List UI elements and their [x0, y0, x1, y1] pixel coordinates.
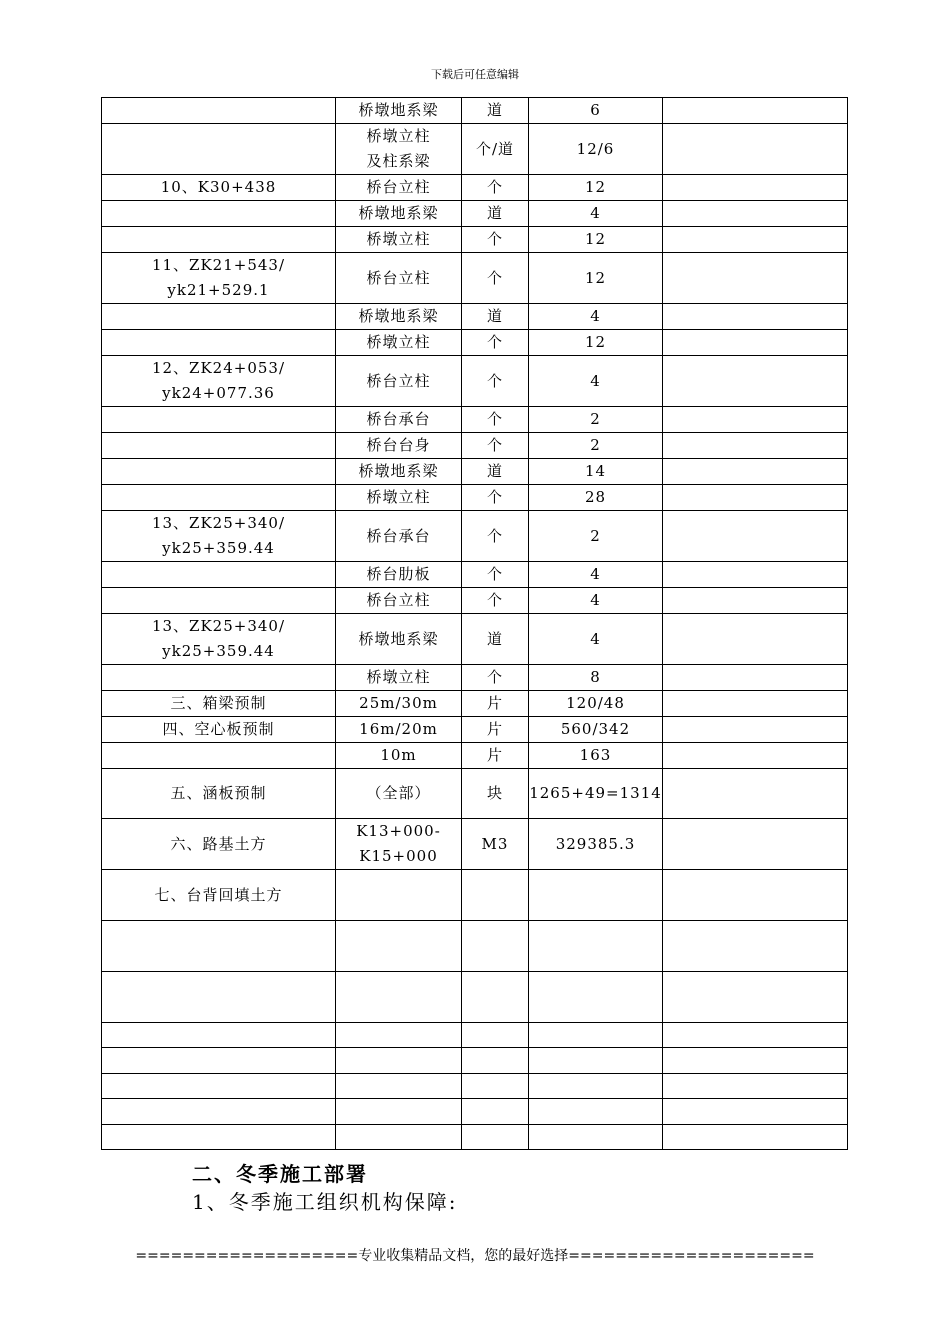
table-cell-c3	[462, 1099, 529, 1125]
table-cell-c5	[663, 201, 848, 227]
table-row	[102, 717, 848, 743]
table-cell-c4	[529, 665, 663, 691]
table-cell-c1	[102, 459, 336, 485]
table-cell-c2	[336, 562, 462, 588]
table-cell-c2	[336, 665, 462, 691]
table-cell-c5	[663, 562, 848, 588]
cell-text: 三、箱梁预制	[170, 694, 267, 712]
table-cell-c2	[336, 1023, 462, 1048]
table-cell-c5	[663, 175, 848, 201]
table-cell-c5	[663, 356, 848, 407]
cell-text: 桥墩立柱	[366, 333, 431, 351]
table-cell-c3	[462, 175, 529, 201]
table-cell-c5	[663, 691, 848, 717]
table-cell-c4	[529, 1048, 663, 1074]
table-cell-c5	[663, 124, 848, 175]
table-cell-c4	[529, 356, 663, 407]
cell-text: 个	[486, 178, 503, 196]
table-row	[102, 304, 848, 330]
table-cell-c3	[462, 304, 529, 330]
table-cell-c2	[336, 921, 462, 972]
cell-text: 七、台背回填土方	[154, 885, 283, 904]
cell-text: K13+000- K15+000	[356, 822, 441, 865]
cell-text: 个	[486, 668, 503, 686]
cell-text: 桥墩立柱	[366, 230, 431, 248]
table-cell-c3	[462, 253, 529, 304]
table-cell-c4	[529, 562, 663, 588]
table-cell-c5	[663, 819, 848, 870]
table-cell-c3	[462, 717, 529, 743]
table-cell-c5	[663, 1023, 848, 1048]
table-cell-c2	[336, 356, 462, 407]
table-cell-c1	[102, 562, 336, 588]
table-cell-c2	[336, 588, 462, 614]
cell-text: 16m/20m	[359, 720, 438, 738]
table-row	[102, 614, 848, 665]
table-row	[102, 972, 848, 1023]
table-cell-c4	[529, 921, 663, 972]
cell-text: 道	[486, 307, 503, 325]
table-cell-c2	[336, 433, 462, 459]
table-cell-c5	[663, 1099, 848, 1125]
cell-text: 4	[590, 204, 601, 222]
table-cell-c4	[529, 227, 663, 253]
table-cell-c2	[336, 1099, 462, 1125]
table-cell-c1	[102, 691, 336, 717]
table-cell-c4	[529, 870, 663, 921]
table-cell-c4	[529, 1023, 663, 1048]
table-cell-c1	[102, 304, 336, 330]
cell-text: 10、K30+438	[160, 178, 277, 196]
table-cell-c5	[663, 511, 848, 562]
table-cell-c1	[102, 1023, 336, 1048]
table-cell-c1	[102, 819, 336, 870]
table-cell-c5	[663, 459, 848, 485]
table-row	[102, 124, 848, 175]
table-row	[102, 98, 848, 124]
table-cell-c5	[663, 972, 848, 1023]
table-cell-c1	[102, 743, 336, 769]
cell-text: 桥台承台	[366, 526, 431, 545]
table-cell-c5	[663, 253, 848, 304]
table-cell-c2	[336, 304, 462, 330]
table-cell-c1	[102, 870, 336, 921]
cell-text: 11、ZK21+543/ yk21+529.1	[151, 256, 286, 299]
table-cell-c3	[462, 330, 529, 356]
table-cell-c2	[336, 972, 462, 1023]
table-cell-c2	[336, 769, 462, 819]
table-cell-c2	[336, 175, 462, 201]
table-cell-c5	[663, 485, 848, 511]
table-cell-c3	[462, 1048, 529, 1074]
table-cell-c1	[102, 253, 336, 304]
cell-text: 个/道	[475, 139, 515, 158]
table-row	[102, 433, 848, 459]
table-cell-c3	[462, 972, 529, 1023]
table-cell-c2	[336, 485, 462, 511]
table-cell-c4	[529, 614, 663, 665]
cell-text: 桥台立柱	[366, 178, 431, 196]
table-cell-c3	[462, 691, 529, 717]
table-cell-c3	[462, 124, 529, 175]
cell-text: 4	[590, 307, 601, 325]
table-row	[102, 330, 848, 356]
table-row	[102, 769, 848, 819]
table-cell-c3	[462, 819, 529, 870]
cell-text: 4	[590, 565, 601, 583]
table-cell-c2	[336, 124, 462, 175]
table-cell-c1	[102, 407, 336, 433]
table-row	[102, 227, 848, 253]
cell-text: 4	[590, 629, 601, 648]
table-cell-c1	[102, 1125, 336, 1150]
table-cell-c4	[529, 330, 663, 356]
cell-text: 2	[590, 436, 601, 454]
section-title: 二、冬季施工部署	[192, 1162, 368, 1186]
table-cell-c4	[529, 124, 663, 175]
table-cell-c2	[336, 717, 462, 743]
table-cell-c5	[663, 870, 848, 921]
table-cell-c4	[529, 433, 663, 459]
cell-text: 12	[584, 230, 607, 248]
cell-text: 个	[486, 410, 503, 428]
table-cell-c3	[462, 227, 529, 253]
cell-text: 片	[486, 720, 503, 738]
cell-text: 桥墩地系梁	[358, 629, 439, 648]
subsection-title: 1、冬季施工组织机构保障:	[192, 1190, 458, 1214]
table-cell-c4	[529, 691, 663, 717]
table-cell-c5	[663, 769, 848, 819]
table-body	[102, 98, 848, 1150]
cell-text: 8	[590, 668, 601, 686]
cell-text: 14	[584, 462, 607, 480]
table-row	[102, 459, 848, 485]
cell-text: 个	[486, 565, 503, 583]
cell-text: 4	[590, 371, 601, 390]
table-cell-c3	[462, 665, 529, 691]
table-cell-c4	[529, 459, 663, 485]
cell-text: 桥墩地系梁	[358, 204, 439, 222]
cell-text: 6	[590, 101, 601, 119]
cell-text: 桥台台身	[366, 436, 431, 454]
table-row	[102, 562, 848, 588]
table-cell-c1	[102, 665, 336, 691]
table-cell-c5	[663, 433, 848, 459]
cell-text: 桥墩立柱	[366, 668, 431, 686]
cell-text: 六、路基土方	[170, 834, 267, 853]
cell-text: 12、ZK24+053/ yk24+077.36	[151, 359, 286, 402]
table-cell-c3	[462, 588, 529, 614]
table-cell-c3	[462, 614, 529, 665]
table-cell-c1	[102, 433, 336, 459]
cell-text: 块	[486, 784, 503, 802]
table-cell-c1	[102, 485, 336, 511]
table-cell-c4	[529, 485, 663, 511]
page-footer: ===================专业收集精品文档，您的最好选择=====================	[135, 1248, 815, 1264]
cell-text: 12	[584, 178, 607, 196]
table-cell-c1	[102, 356, 336, 407]
table-row	[102, 253, 848, 304]
table-cell-c1	[102, 511, 336, 562]
table-cell-c2	[336, 227, 462, 253]
cell-text: 25m/30m	[359, 694, 438, 712]
cell-text: 道	[486, 204, 503, 222]
table-cell-c4	[529, 511, 663, 562]
cell-text: 2	[590, 526, 601, 545]
table-row	[102, 1099, 848, 1125]
cell-text: 560/342	[560, 720, 631, 738]
table-row	[102, 870, 848, 921]
table-cell-c4	[529, 1125, 663, 1150]
table-cell-c3	[462, 485, 529, 511]
table-cell-c4	[529, 769, 663, 819]
table-cell-c3	[462, 562, 529, 588]
table-row	[102, 407, 848, 433]
table-cell-c1	[102, 717, 336, 743]
table-cell-c2	[336, 1125, 462, 1150]
cell-text: 个	[486, 591, 503, 609]
table-cell-c4	[529, 98, 663, 124]
cell-text: 桥墩立柱	[366, 488, 431, 506]
cell-text: 1265+49=1314	[529, 784, 662, 802]
table-cell-c5	[663, 1074, 848, 1099]
table-row	[102, 921, 848, 972]
table-cell-c3	[462, 1074, 529, 1099]
table-cell-c5	[663, 304, 848, 330]
table-cell-c3	[462, 201, 529, 227]
table-cell-c4	[529, 253, 663, 304]
table-cell-c1	[102, 972, 336, 1023]
table-cell-c2	[336, 870, 462, 921]
table-cell-c5	[663, 330, 848, 356]
table-cell-c1	[102, 1048, 336, 1074]
table-cell-c4	[529, 819, 663, 870]
table-cell-c3	[462, 743, 529, 769]
cell-text: 329385.3	[555, 834, 636, 853]
table-cell-c1	[102, 330, 336, 356]
table-cell-c5	[663, 717, 848, 743]
table-row	[102, 1048, 848, 1074]
cell-text: 桥墩立柱 及柱系梁	[366, 127, 431, 170]
table-cell-c2	[336, 253, 462, 304]
table-row	[102, 485, 848, 511]
cell-text: M3	[481, 834, 509, 853]
table-cell-c2	[336, 330, 462, 356]
cell-text: 12/6	[576, 139, 615, 158]
table-cell-c5	[663, 588, 848, 614]
table-row	[102, 691, 848, 717]
table-row	[102, 201, 848, 227]
cell-text: 2	[590, 410, 601, 428]
table-cell-c2	[336, 1048, 462, 1074]
table-row	[102, 175, 848, 201]
table-row	[102, 665, 848, 691]
cell-text: 10m	[380, 746, 417, 764]
cell-text: 桥台承台	[366, 410, 431, 428]
table-cell-c5	[663, 227, 848, 253]
table-cell-c1	[102, 1074, 336, 1099]
table-cell-c4	[529, 588, 663, 614]
cell-text: 28	[584, 488, 607, 506]
table-cell-c5	[663, 1048, 848, 1074]
table-cell-c4	[529, 1074, 663, 1099]
cell-text: 四、空心板预制	[162, 720, 275, 738]
cell-text: 163	[579, 746, 612, 764]
table-cell-c5	[663, 98, 848, 124]
cell-text: 个	[486, 230, 503, 248]
table-cell-c3	[462, 511, 529, 562]
table-cell-c1	[102, 124, 336, 175]
table-cell-c5	[663, 1125, 848, 1150]
table-row	[102, 1074, 848, 1099]
table-cell-c2	[336, 691, 462, 717]
cell-text: 片	[486, 694, 503, 712]
table-cell-c2	[336, 201, 462, 227]
table-cell-c1	[102, 588, 336, 614]
table-row	[102, 1023, 848, 1048]
table-cell-c3	[462, 1023, 529, 1048]
table-cell-c1	[102, 227, 336, 253]
table-cell-c1	[102, 769, 336, 819]
table-row	[102, 743, 848, 769]
table-cell-c1	[102, 201, 336, 227]
table-cell-c5	[663, 614, 848, 665]
cell-text: 桥台立柱	[366, 591, 431, 609]
cell-text: 桥墩地系梁	[358, 307, 439, 325]
table-cell-c1	[102, 921, 336, 972]
table-cell-c3	[462, 1125, 529, 1150]
quantity-table	[101, 97, 848, 1150]
table-cell-c1	[102, 614, 336, 665]
table-cell-c1	[102, 98, 336, 124]
table-cell-c2	[336, 407, 462, 433]
table-cell-c4	[529, 201, 663, 227]
table-cell-c4	[529, 304, 663, 330]
table-row	[102, 1125, 848, 1150]
cell-text: 桥台立柱	[366, 268, 431, 287]
table-cell-c2	[336, 459, 462, 485]
table-cell-c4	[529, 175, 663, 201]
table-row	[102, 511, 848, 562]
table-cell-c3	[462, 407, 529, 433]
cell-text: 道	[486, 462, 503, 480]
table-cell-c3	[462, 769, 529, 819]
table-cell-c4	[529, 972, 663, 1023]
cell-text: 13、ZK25+340/ yk25+359.44	[151, 514, 286, 557]
table-cell-c2	[336, 819, 462, 870]
cell-text: 个	[486, 488, 503, 506]
table-row	[102, 819, 848, 870]
cell-text: 13、ZK25+340/ yk25+359.44	[151, 617, 286, 660]
table-cell-c5	[663, 921, 848, 972]
cell-text: 桥台立柱	[366, 371, 431, 390]
table-cell-c4	[529, 717, 663, 743]
table-cell-c2	[336, 614, 462, 665]
table-cell-c2	[336, 511, 462, 562]
table-row	[102, 356, 848, 407]
cell-text: 4	[590, 591, 601, 609]
cell-text: 片	[486, 746, 503, 764]
cell-text: 五、涵板预制	[170, 784, 267, 802]
cell-text: 12	[584, 268, 607, 287]
cell-text: 桥墩地系梁	[358, 462, 439, 480]
cell-text: 个	[486, 526, 503, 545]
table-cell-c5	[663, 743, 848, 769]
cell-text: 12	[584, 333, 607, 351]
table-cell-c5	[663, 407, 848, 433]
table-cell-c4	[529, 1099, 663, 1125]
cell-text: 道	[486, 101, 503, 119]
table-cell-c3	[462, 921, 529, 972]
cell-text: 道	[486, 629, 503, 648]
cell-text: 桥台肋板	[366, 565, 431, 583]
page-header: 下载后可任意编辑	[431, 68, 519, 81]
table-cell-c3	[462, 356, 529, 407]
cell-text: 个	[486, 436, 503, 454]
table-cell-c1	[102, 1099, 336, 1125]
table-cell-c5	[663, 665, 848, 691]
table-cell-c2	[336, 1074, 462, 1099]
table-cell-c2	[336, 98, 462, 124]
cell-text: 个	[486, 333, 503, 351]
table-cell-c3	[462, 433, 529, 459]
cell-text: 个	[486, 268, 503, 287]
table-cell-c4	[529, 407, 663, 433]
table-cell-c3	[462, 98, 529, 124]
cell-text: （全部）	[366, 784, 431, 802]
table-row	[102, 588, 848, 614]
cell-text: 120/48	[566, 694, 625, 712]
cell-text: 桥墩地系梁	[358, 101, 439, 119]
table-cell-c4	[529, 743, 663, 769]
table-cell-c2	[336, 743, 462, 769]
table-cell-c1	[102, 175, 336, 201]
cell-text: 个	[486, 371, 503, 390]
table-cell-c3	[462, 459, 529, 485]
table-cell-c3	[462, 870, 529, 921]
